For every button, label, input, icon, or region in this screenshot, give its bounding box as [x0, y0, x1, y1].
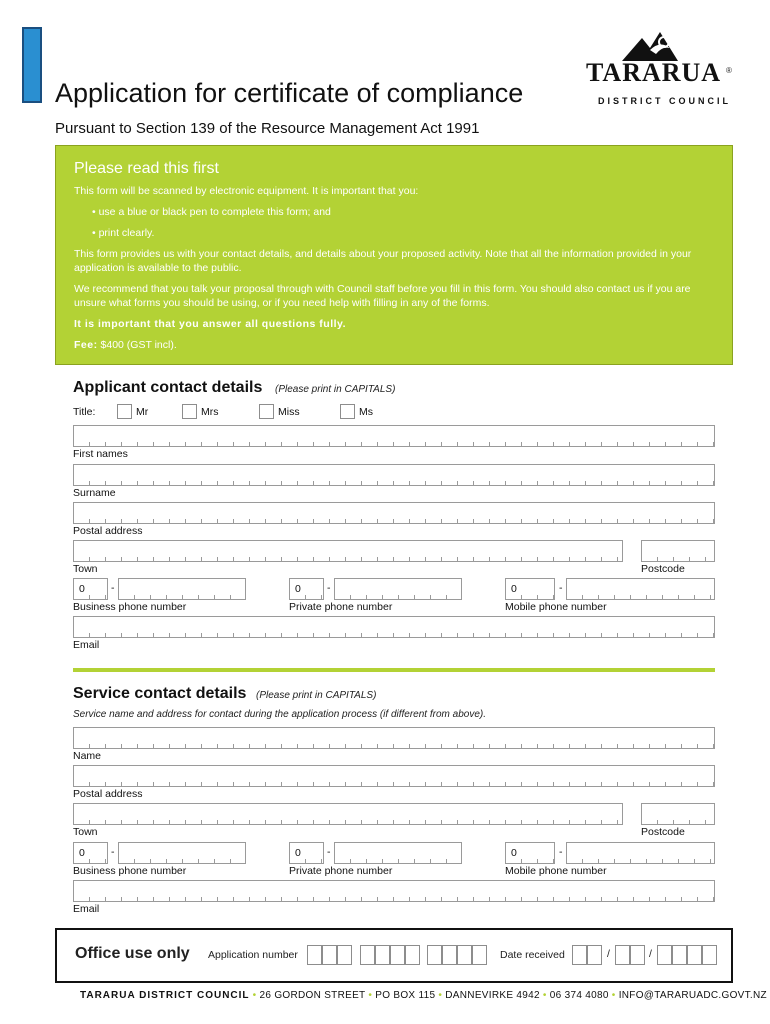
private-phone-label: Private phone number [289, 601, 393, 613]
surname-field[interactable] [73, 464, 715, 486]
footer-separator: • [608, 990, 619, 1001]
application-number-digit[interactable] [390, 945, 405, 965]
phone-prefix: 0 [511, 583, 517, 595]
phone-dash: - [559, 582, 563, 594]
footer-separator: • [365, 990, 376, 1001]
page-subtitle: Pursuant to Section 139 of the Resource Management Act 1991 [55, 120, 480, 137]
service-mobile-phone-field[interactable] [566, 842, 715, 864]
town-field[interactable] [73, 540, 623, 562]
title-option-label: Mr [136, 406, 149, 418]
application-number-digit[interactable] [405, 945, 420, 965]
footer-org: TARARUA DISTRICT COUNCIL [80, 990, 250, 1001]
surname-label: Surname [73, 487, 116, 499]
service-name-field[interactable] [73, 727, 715, 749]
office-use-title: Office use only [75, 945, 190, 962]
application-number-digit[interactable] [442, 945, 457, 965]
footer-city: DANNEVIRKE 4942 [445, 990, 540, 1001]
service-business-phone-field[interactable] [118, 842, 246, 864]
footer-separator: • [249, 990, 260, 1001]
council-logo-wordmark: TARARUA [586, 58, 722, 87]
service-postcode-label: Postcode [641, 826, 685, 838]
notice-panel [55, 145, 733, 365]
title-label: Title: [73, 406, 96, 418]
service-private-phone-label: Private phone number [289, 865, 393, 877]
applicant-capitals-note: (Please print in CAPITALS) [275, 384, 396, 395]
application-number-digit[interactable] [322, 945, 337, 965]
title-mr-checkbox[interactable] [117, 404, 132, 419]
date-month-digit[interactable] [630, 945, 645, 965]
footer-separator: • [435, 990, 446, 1001]
service-town-label: Town [73, 826, 98, 838]
service-business-phone-label: Business phone number [73, 865, 187, 877]
title-mrs-checkbox[interactable] [182, 404, 197, 419]
phone-prefix: 0 [511, 847, 517, 859]
application-number-digit[interactable] [457, 945, 472, 965]
phone-dash: - [327, 846, 331, 858]
title-option-label: Miss [278, 406, 300, 418]
title-option-label: Ms [359, 406, 373, 418]
notice-paragraph: This form provides us with your contact details, and details about your proposed activity. Note that all the information provided in your application is available to the public. [74, 248, 692, 274]
footer-phone: 06 374 4080 [549, 990, 609, 1001]
application-number-digit[interactable] [472, 945, 487, 965]
postcode-field[interactable] [641, 540, 715, 562]
footer-separator: • [539, 990, 550, 1001]
phone-prefix: 0 [79, 847, 85, 859]
service-capitals-note: (Please print in CAPITALS) [256, 690, 377, 701]
title-ms-checkbox[interactable] [340, 404, 355, 419]
service-postcode-field[interactable] [641, 803, 715, 825]
service-town-field[interactable] [73, 803, 623, 825]
office-use-panel [55, 928, 733, 983]
fee-value: $400 (GST incl). [97, 339, 177, 351]
phone-dash: - [327, 582, 331, 594]
date-month-digit[interactable] [615, 945, 630, 965]
application-number-digit[interactable] [427, 945, 442, 965]
application-number-digit[interactable] [375, 945, 390, 965]
date-separator: / [649, 948, 652, 960]
service-name-label: Name [73, 750, 102, 762]
application-number-digit[interactable] [307, 945, 322, 965]
fee-label: Fee: [74, 339, 98, 351]
phone-dash: - [111, 582, 115, 594]
service-postal-field[interactable] [73, 765, 715, 787]
footer-street: 26 GORDON STREET [259, 990, 366, 1001]
section-divider [73, 668, 715, 672]
postcode-label: Postcode [641, 563, 685, 575]
phone-prefix: 0 [79, 583, 85, 595]
mountain-logo-icon [620, 28, 680, 62]
council-logo-subtitle: DISTRICT COUNCIL [598, 96, 731, 106]
date-day-digit[interactable] [587, 945, 602, 965]
business-phone-field[interactable] [118, 578, 246, 600]
title-option-label: Mrs [201, 406, 219, 418]
mobile-phone-label: Mobile phone number [505, 601, 607, 613]
registered-mark: ® [726, 66, 732, 75]
footer-email: INFO@TARARUADC.GOVT.NZ [618, 990, 767, 1001]
date-year-digit[interactable] [657, 945, 672, 965]
date-year-digit[interactable] [687, 945, 702, 965]
notice-emphasis: It is important that you answer all questions fully. [74, 318, 347, 330]
service-email-label: Email [73, 903, 100, 915]
email-label: Email [73, 639, 100, 651]
application-number-digit[interactable] [337, 945, 352, 965]
footer-contact-line [80, 990, 767, 1001]
application-number-label: Application number [208, 949, 298, 961]
notice-paragraph: This form will be scanned by electronic equipment. It is important that you: [74, 185, 419, 197]
business-phone-label: Business phone number [73, 601, 187, 613]
phone-dash: - [111, 846, 115, 858]
date-received-label: Date received [500, 949, 565, 961]
notice-paragraph: We recommend that you talk your proposal through with Council staff before you fill in this form. You should also contact us if you are unsure what forms you should be using, or if you need help with filling in any of the forms. [74, 283, 691, 309]
mobile-phone-field[interactable] [566, 578, 715, 600]
service-description: Service name and address for contact during the application process (if different from above). [73, 709, 486, 720]
page-title: Application for certificate of compliance [55, 78, 524, 108]
footer-po-box: PO BOX 115 [375, 990, 436, 1001]
service-postal-label: Postal address [73, 788, 143, 800]
application-number-digit[interactable] [360, 945, 375, 965]
date-year-digit[interactable] [702, 945, 717, 965]
service-email-field[interactable] [73, 880, 715, 902]
postal-address-label: Postal address [73, 525, 143, 537]
service-private-phone-field[interactable] [334, 842, 462, 864]
town-label: Town [73, 563, 98, 575]
private-phone-field[interactable] [334, 578, 462, 600]
date-separator: / [607, 948, 610, 960]
council-logo-mark [620, 28, 680, 62]
service-section-title: Service contact details [73, 685, 247, 702]
title-miss-checkbox[interactable] [259, 404, 274, 419]
postal-address-field[interactable] [73, 502, 715, 524]
date-year-digit[interactable] [672, 945, 687, 965]
phone-prefix: 0 [295, 583, 301, 595]
service-mobile-phone-label: Mobile phone number [505, 865, 607, 877]
date-day-digit[interactable] [572, 945, 587, 965]
blue-tab-marker [22, 27, 42, 103]
notice-heading: Please read this first [74, 160, 219, 177]
applicant-section-title: Applicant contact details [73, 379, 263, 396]
phone-prefix: 0 [295, 847, 301, 859]
notice-bullet: • print clearly. [92, 227, 155, 239]
first-names-label: First names [73, 448, 128, 460]
notice-fee [74, 338, 714, 352]
first-names-field[interactable] [73, 425, 715, 447]
notice-bullet: • use a blue or black pen to complete this form; and [92, 206, 331, 218]
phone-dash: - [559, 846, 563, 858]
email-field[interactable] [73, 616, 715, 638]
